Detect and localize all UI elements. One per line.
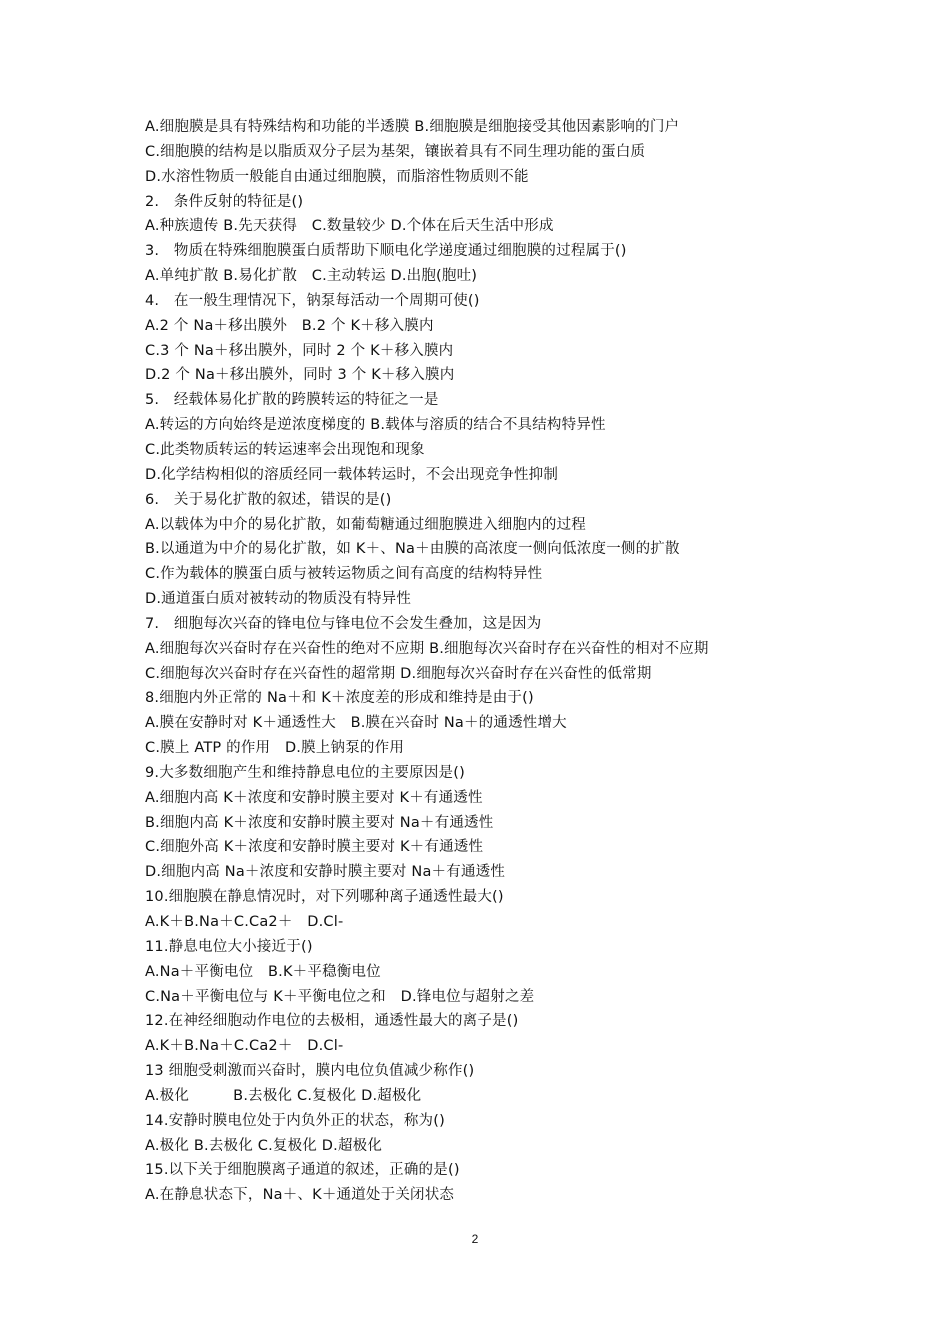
- text-line: 4. 在一般生理情况下，钠泵每活动一个周期可使(): [145, 292, 480, 309]
- text-line: 13 细胞受刺激而兴奋时，膜内电位负值减少称作(): [145, 1063, 475, 1080]
- text-line: 14.安静时膜电位处于内负外正的状态，称为(): [145, 1112, 445, 1129]
- page-number: 2: [471, 1232, 479, 1246]
- question-text-body: [145, 115, 925, 1208]
- text-line: C.细胞膜的结构是以脂质双分子层为基架，镶嵌着具有不同生理功能的蛋白质: [145, 143, 646, 160]
- text-line: D.化学结构相似的溶质经同一载体转运时，不会出现竞争性抑制: [145, 466, 559, 483]
- text-line: A.细胞膜是具有特殊结构和功能的半透膜 B.细胞膜是细胞接受其他因素影响的门户: [145, 119, 680, 135]
- text-line: A.转运的方向始终是逆浓度梯度的 B.载体与溶质的结合不具结构特异性: [145, 417, 606, 434]
- text-line: C.作为载体的膜蛋白质与被转运物质之间有高度的结构特异性: [145, 566, 543, 583]
- text-line: A.在静息状态下，Na＋、K＋通道处于关闭状态: [145, 1187, 455, 1204]
- text-line: 2. 条件反射的特征是(): [145, 193, 304, 210]
- text-line: 6. 关于易化扩散的叙述，错误的是(): [145, 491, 392, 508]
- text-line: B.以通道为中介的易化扩散，如 K＋、Na＋由膜的高浓度一侧向低浓度一侧的扩散: [145, 541, 680, 558]
- text-line: 9.大多数细胞产生和维持静息电位的主要原因是(): [145, 764, 465, 781]
- text-line: A.极化 B.去极化 C.复极化 D.超极化: [145, 1087, 422, 1104]
- text-line: A.种族遗传 B.先天获得 C.数量较少 D.个体在后天生活中形成: [145, 218, 554, 235]
- text-line: 8.细胞内外正常的 Na＋和 K＋浓度差的形成和维持是由于(): [145, 690, 534, 707]
- text-line: D.2 个 Na＋移出膜外，同时 3 个 K＋移入膜内: [145, 367, 455, 384]
- text-line: C.3 个 Na＋移出膜外，同时 2 个 K＋移入膜内: [145, 342, 454, 359]
- text-line: 7. 细胞每次兴奋的锋电位与锋电位不会发生叠加，这是因为: [145, 615, 542, 632]
- text-line: A.膜在安静时对 K＋通透性大 B.膜在兴奋时 Na＋的通透性增大: [145, 715, 567, 732]
- text-line: D.水溶性物质一般能自由通过细胞膜，而脂溶性物质则不能: [145, 168, 529, 185]
- text-line: 11.静息电位大小接近于(): [145, 938, 313, 955]
- text-line: 5. 经载体易化扩散的跨膜转运的特征之一是: [145, 392, 439, 409]
- text-line: A.单纯扩散 B.易化扩散 C.主动转运 D.出胞(胞吐): [145, 268, 478, 285]
- text-line: C.细胞每次兴奋时存在兴奋性的超常期 D.细胞每次兴奋时存在兴奋性的低常期: [145, 665, 652, 682]
- text-line: 15.以下关于细胞膜离子通道的叙述，正确的是(): [145, 1162, 460, 1179]
- text-line: A.细胞内高 K＋浓度和安静时膜主要对 K＋有通透性: [145, 789, 483, 806]
- text-line: 3. 物质在特殊细胞膜蛋白质帮助下顺电化学递度通过细胞膜的过程属于(): [145, 243, 627, 260]
- text-line: 10.细胞膜在静息情况时，对下列哪种离子通透性最大(): [145, 889, 504, 906]
- text-line: C.Na＋平衡电位与 K＋平衡电位之和 D.锋电位与超射之差: [145, 988, 535, 1005]
- text-line: C.膜上 ATP 的作用 D.膜上钠泵的作用: [145, 740, 405, 757]
- text-line: D.细胞内高 Na＋浓度和安静时膜主要对 Na＋有通透性: [145, 864, 506, 881]
- text-line: C.此类物质转运的转运速率会出现饱和现象: [145, 441, 425, 458]
- text-line: 12.在神经细胞动作电位的去极相，通透性最大的离子是(): [145, 1013, 519, 1030]
- text-line: A.细胞每次兴奋时存在兴奋性的绝对不应期 B.细胞每次兴奋时存在兴奋性的相对不应期: [145, 640, 709, 657]
- text-line: A.极化 B.去极化 C.复极化 D.超极化: [145, 1137, 383, 1154]
- text-line: D.通道蛋白质对被转动的物质没有特异性: [145, 591, 412, 608]
- text-line: B.细胞内高 K＋浓度和安静时膜主要对 Na＋有通透性: [145, 814, 494, 831]
- text-line: A.以载体为中介的易化扩散，如葡萄糖通过细胞膜进入细胞内的过程: [145, 516, 586, 533]
- text-line: A.K＋B.Na＋C.Ca2＋ D.Cl-: [145, 1038, 344, 1055]
- text-line: A.2 个 Na＋移出膜外 B.2 个 K＋移入膜内: [145, 317, 434, 334]
- text-line: A.K＋B.Na＋C.Ca2＋ D.Cl-: [145, 914, 344, 930]
- text-line: A.Na＋平衡电位 B.K＋平稳衡电位: [145, 963, 381, 980]
- text-line: C.细胞外高 K＋浓度和安静时膜主要对 K＋有通透性: [145, 839, 484, 856]
